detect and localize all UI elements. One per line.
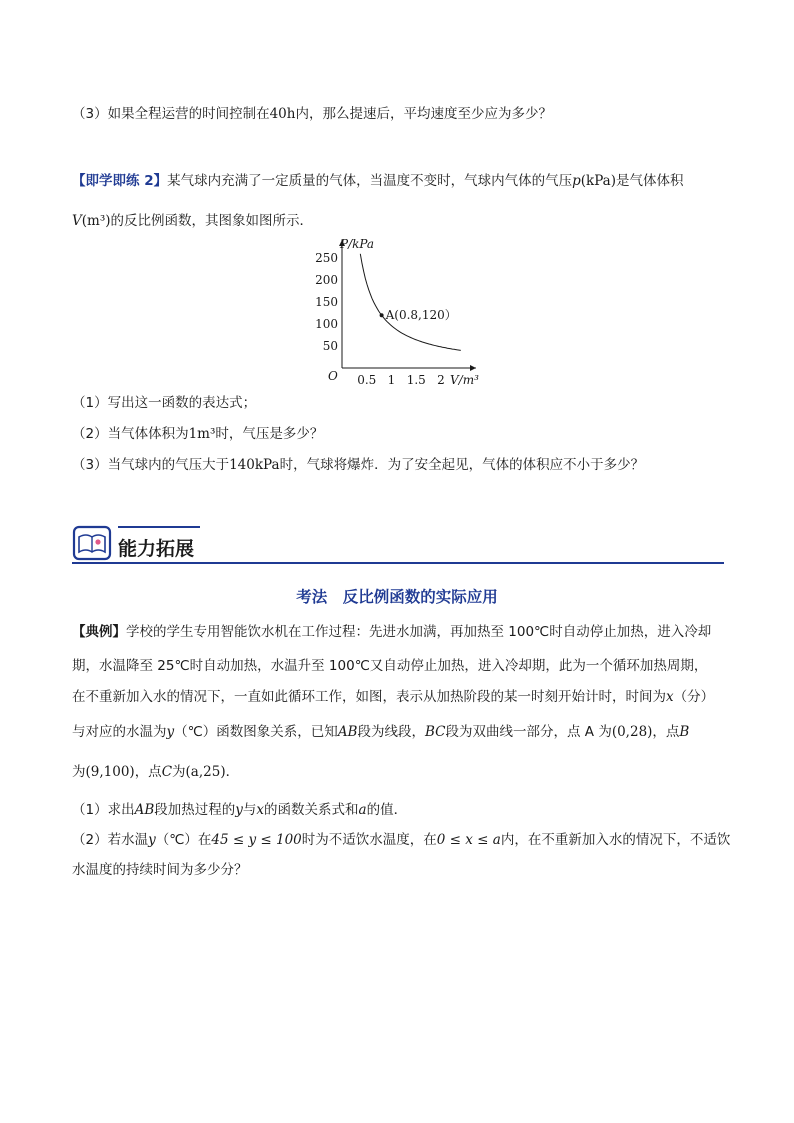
p-symbol: p <box>572 173 581 189</box>
section-divider <box>72 562 724 564</box>
example-text: ，点 <box>652 724 680 740</box>
example-q1-text: 的值． <box>366 802 408 818</box>
y-tick-label: 50 <box>322 339 338 353</box>
y-symbol: y <box>148 832 156 848</box>
point-b-coord: (9,100) <box>85 764 135 780</box>
y-symbol: y <box>166 724 175 740</box>
example-q2-text: 水温度的持续时间为多少分？ <box>72 862 248 878</box>
point-c-symbol: C <box>161 764 173 780</box>
example-text: ，点 <box>134 764 162 780</box>
x-axis-label: V/m³ <box>450 373 479 387</box>
example-text: 段为线段， <box>357 724 425 740</box>
practice-q3 <box>72 455 644 475</box>
hours-value: 40h <box>269 106 296 122</box>
example-q2-text: （℃）在 <box>155 832 212 848</box>
y-tick-labels <box>315 251 338 353</box>
example-text: 为 <box>72 764 86 780</box>
y-tick-label: 200 <box>315 273 338 287</box>
segment-ab: AB <box>134 802 155 818</box>
example-text: （℃）函数图象关系，已知 <box>174 724 338 740</box>
example-q2-text: 内，在不重新加入水的情况下，不适饮 <box>500 832 731 848</box>
method-title: 考法 反比例函数的实际应用 <box>296 588 498 606</box>
point-a-coord: (0,28) <box>611 724 653 740</box>
v-unit: (m³) <box>81 213 111 229</box>
question-text: 如果全程运营的时间控制在 <box>107 106 270 122</box>
example-line2 <box>72 656 707 676</box>
practice-text: 是气体体积 <box>616 173 684 189</box>
example-q2-text: （2）若水温 <box>72 832 149 848</box>
example-text: 学校的学生专用智能饮水机在工作过程：先进水加满，再加热至 100℃时自动停止加热，进入冷却 <box>126 624 712 640</box>
question-text: 内，那么提速后，平均速度至少应为多少？ <box>295 106 552 122</box>
practice-text: 的反比例函数，其图象如图所示． <box>110 213 313 229</box>
example-q1-text: （1）求出 <box>72 802 135 818</box>
practice-q3-text: （3）当气球内的气压大于 <box>72 457 230 473</box>
example-q1 <box>72 800 407 820</box>
example-line1 <box>72 622 711 642</box>
example-text: 期，水温降至 25℃时自动加热，水温升至 100℃又自动停止加热，进入冷却期，此为一个循环加热周期， <box>72 658 708 674</box>
point-b-symbol: B <box>679 724 690 740</box>
practice-q2 <box>72 424 323 444</box>
segment-bc: BC <box>424 724 446 740</box>
example-text: 段为双曲线一部分，点 A 为 <box>445 724 612 740</box>
example-q1-text: 的函数关系式和 <box>264 802 359 818</box>
y-axis-label: P/kPa <box>340 237 375 251</box>
practice-intro-line1 <box>72 171 684 191</box>
v-symbol: V <box>72 213 82 229</box>
practice-label: 【即学即练 2】 <box>72 173 168 189</box>
practice-q1-text: （1）写出这一函数的表达式； <box>72 395 257 411</box>
p-unit: (kPa) <box>580 173 616 189</box>
x-symbol: x <box>666 689 674 705</box>
practice-q2-volume: 1m³ <box>188 426 216 442</box>
x-tick-labels <box>357 373 445 387</box>
example-line3 <box>72 687 714 707</box>
example-q1-text: 段加热过程的 <box>154 802 236 818</box>
a-symbol: a <box>358 802 367 818</box>
x-tick-label: 1 <box>387 373 396 387</box>
y-tick-label: 150 <box>315 295 338 309</box>
point-c-coord: (a,25) <box>185 764 226 780</box>
segment-ab: AB <box>337 724 358 740</box>
example-q1-text: 与 <box>242 802 257 818</box>
x-symbol: x <box>256 802 265 818</box>
x-tick-label: 0.5 <box>357 373 377 387</box>
y-tick-label: 250 <box>315 251 338 265</box>
example-text: （分） <box>673 689 715 705</box>
example-text: 与对应的水温为 <box>72 724 167 740</box>
section-rule-top <box>118 526 200 528</box>
example-label: 【典例】 <box>72 624 126 640</box>
example-q2-text: 时为不适饮水温度，在 <box>301 832 437 848</box>
practice-q3-text: 时，气球将爆炸．为了安全起见，气体的体积应不小于多少？ <box>279 457 645 473</box>
point-a <box>380 313 384 317</box>
time-range: 0 ≤ x ≤ a <box>436 832 501 848</box>
example-line5 <box>72 762 239 782</box>
example-q2 <box>72 830 730 850</box>
example-text: 为 <box>172 764 186 780</box>
example-q2-line2 <box>72 860 248 880</box>
practice-intro-line2 <box>72 211 313 231</box>
hyperbola-curve <box>360 254 461 351</box>
section-title: 能力拓展 <box>118 538 195 560</box>
inverse-function-graph <box>300 232 490 392</box>
practice-q2-text: 时，气压是多少？ <box>215 426 324 442</box>
point-a-label: A(0.8,120） <box>385 308 457 323</box>
book-icon <box>72 525 112 561</box>
x-tick-label: 1.5 <box>406 373 426 387</box>
origin-label: O <box>328 369 338 383</box>
question-3-top <box>72 104 552 124</box>
example-text: 在不重新加入水的情况下，一直如此循环工作，如图，表示从加热阶段的某一时刻开始计时，时间为 <box>72 689 666 705</box>
practice-q1 <box>72 393 256 413</box>
y-symbol: y <box>235 802 243 818</box>
question-number: （3） <box>72 106 108 122</box>
example-line4 <box>72 722 689 742</box>
practice-q3-pressure: 140kPa <box>229 457 280 473</box>
practice-text: 某气球内充满了一定质量的气体，当温度不变时，气球内气体的气压 <box>167 173 573 189</box>
temperature-range: 45 ≤ y ≤ 100 <box>211 832 302 848</box>
x-tick-label: 2 <box>437 373 445 387</box>
example-text: ． <box>225 764 240 780</box>
practice-q2-text: （2）当气体体积为 <box>72 426 189 442</box>
y-tick-label: 100 <box>315 317 338 331</box>
